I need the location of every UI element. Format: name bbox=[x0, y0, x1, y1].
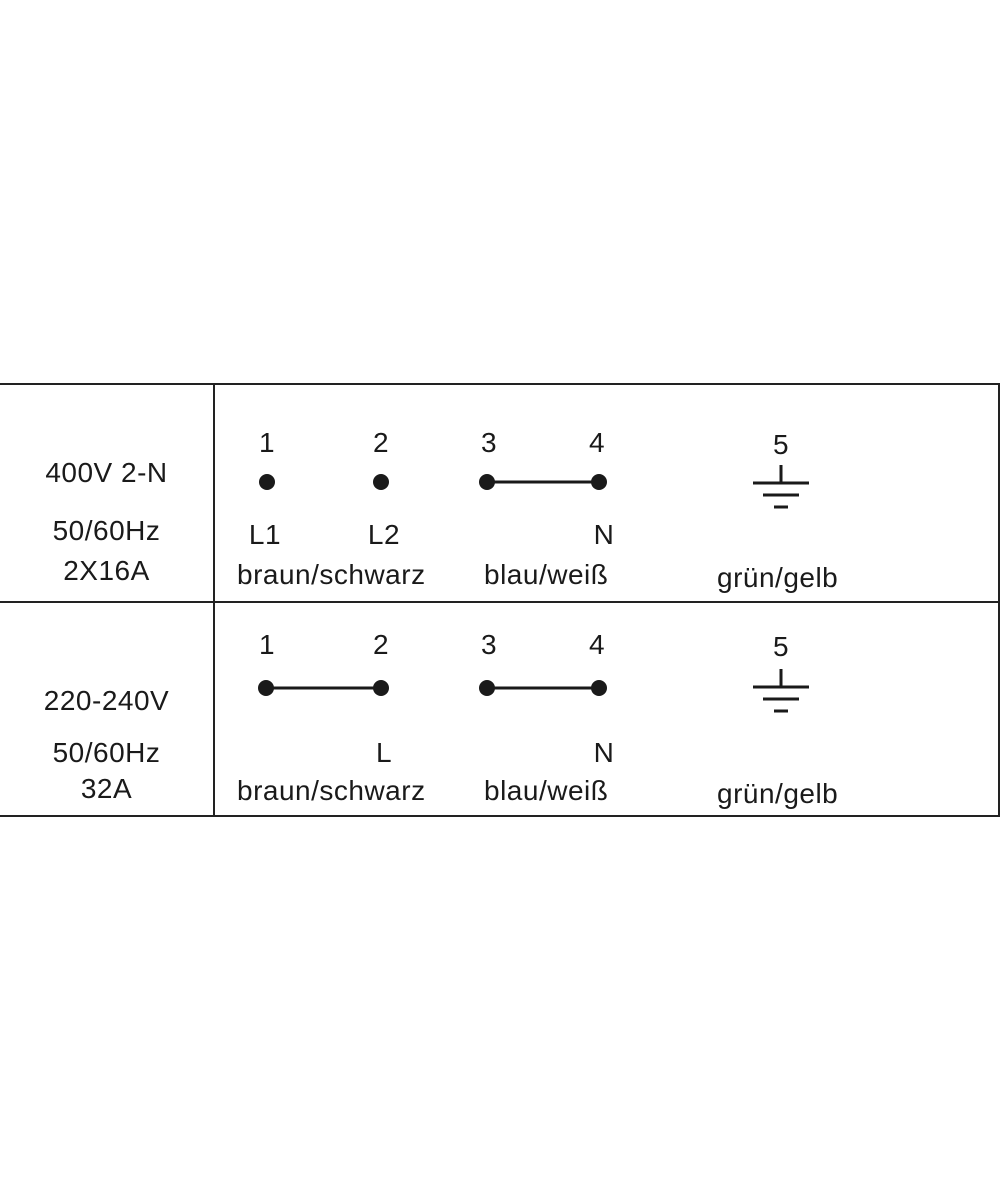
terminal-label-l2: L2 bbox=[367, 519, 401, 550]
current-label: 32A bbox=[80, 773, 133, 804]
ground-icon bbox=[751, 461, 811, 521]
current-label: 2X16A bbox=[63, 555, 150, 586]
wire-color-brown-black: braun/schwarz bbox=[237, 559, 426, 590]
terminal-number-5: 5 bbox=[772, 429, 790, 460]
ground-icon bbox=[751, 665, 811, 725]
terminal-number-2: 2 bbox=[372, 427, 390, 458]
wire-color-blue-white: blau/weiß bbox=[484, 775, 609, 806]
terminal-number-1: 1 bbox=[258, 427, 276, 458]
terminal-label-l: L bbox=[375, 737, 393, 768]
terminal-dot-icon bbox=[259, 474, 275, 490]
voltage-label: 400V 2-N bbox=[45, 457, 168, 488]
wiring-table bbox=[0, 383, 1000, 817]
terminal-label-n: N bbox=[593, 519, 615, 550]
terminal-dot-icon bbox=[258, 680, 274, 696]
terminal-number-4: 4 bbox=[588, 427, 606, 458]
bridge-3-4 bbox=[487, 481, 599, 484]
terminal-dot-icon bbox=[479, 680, 495, 696]
terminal-dot-icon bbox=[373, 680, 389, 696]
terminal-number-5: 5 bbox=[772, 631, 790, 662]
terminal-dot-icon bbox=[373, 474, 389, 490]
terminal-number-3: 3 bbox=[480, 629, 498, 660]
terminal-dot-icon bbox=[591, 680, 607, 696]
wiring-row-400v bbox=[0, 385, 998, 603]
bridge-1-2 bbox=[266, 687, 381, 690]
terminal-number-1: 1 bbox=[258, 629, 276, 660]
terminal-dot-icon bbox=[591, 474, 607, 490]
wiring-row-230v bbox=[0, 603, 998, 817]
bridge-3-4 bbox=[487, 687, 599, 690]
terminal-number-4: 4 bbox=[588, 629, 606, 660]
terminal-dot-icon bbox=[479, 474, 495, 490]
frequency-label: 50/60Hz bbox=[52, 737, 161, 768]
wire-color-brown-black: braun/schwarz bbox=[237, 775, 426, 806]
frequency-label: 50/60Hz bbox=[52, 515, 161, 546]
column-divider bbox=[213, 385, 215, 815]
wire-color-blue-white: blau/weiß bbox=[484, 559, 609, 590]
terminal-number-2: 2 bbox=[372, 629, 390, 660]
wire-color-green-yellow: grün/gelb bbox=[717, 562, 839, 593]
terminal-number-3: 3 bbox=[480, 427, 498, 458]
voltage-label: 220-240V bbox=[43, 685, 170, 716]
wire-color-green-yellow: grün/gelb bbox=[717, 778, 839, 809]
terminal-label-l1: L1 bbox=[248, 519, 282, 550]
terminal-label-n: N bbox=[593, 737, 615, 768]
